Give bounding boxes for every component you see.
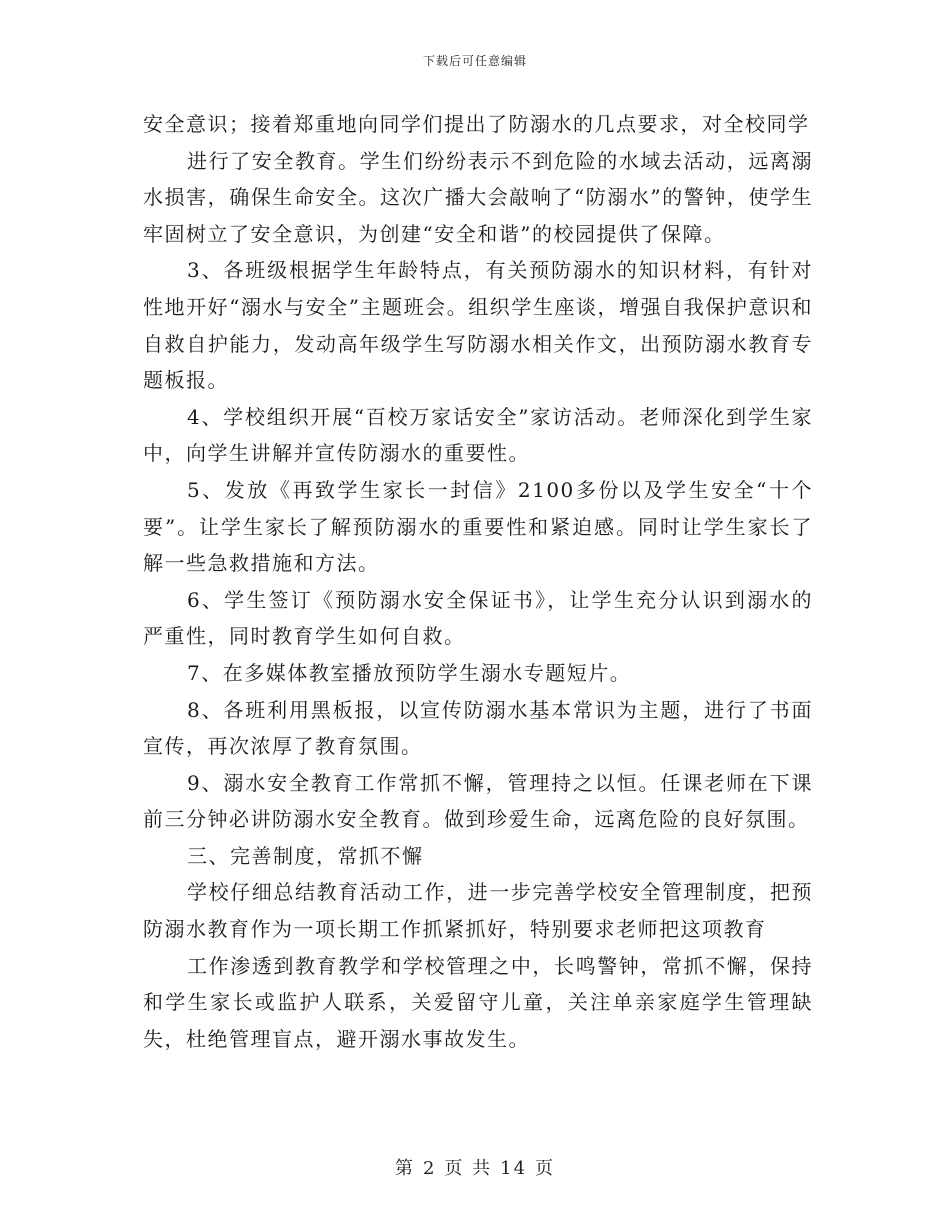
paragraph: 3、各班级根据学生年龄特点，有关预防溺水的知识材料，有针对性地开好“溺水与安全”主题班会。组织学生座谈，增强自我保护意识和自救自护能力，发动高年级学生写防溺水相关作文，出预防溺水教育专题板报。: [143, 258, 813, 393]
section-heading: 三、完善制度，常抓不懈: [187, 843, 424, 868]
page-header: 下载后可任意编辑: [422, 54, 527, 68]
footer-middle: 页 共: [444, 1158, 493, 1179]
paragraph: 7、在多媒体教室播放预防学生溺水专题短片。: [187, 660, 632, 685]
paragraph: 安全意识；接着郑重地向同学们提出了防溺水的几点要求，对全校同学: [143, 112, 810, 136]
paragraph: 工作渗透到教育教学和学校管理之中，长鸣警钟，常抓不懈，保持和学生家长或监护人联系，关爱留守儿童，关注单亲家庭学生管理缺失，杜绝管理盲点，避开溺水事故发生。: [143, 953, 813, 1051]
page-footer: [0, 1154, 950, 1180]
total-page-count: 14: [500, 1158, 528, 1179]
paragraph: 5、发放《再致学生家长一封信》2100多份以及学生安全“十个要”。让学生家长了解预防溺水的重要性和紧迫感。同时让学生家长了解一些急救措施和方法。: [143, 477, 813, 576]
paragraph: 9、溺水安全教育工作常抓不懈，管理持之以恒。任课老师在下课前三分钟必讲防溺水安全教育。做到珍爱生命，远离危险的良好氛围。: [143, 770, 813, 832]
current-page-number: 2: [422, 1158, 437, 1179]
paragraph: 4、学校组织开展“百校万家话安全”家访活动。老师深化到学生家中，向学生讲解并宣传防溺水的重要性。: [143, 404, 813, 466]
footer-prefix: 第: [394, 1158, 415, 1179]
paragraph: 8、各班利用黑板报，以宣传防溺水基本常识为主题，进行了书面宣传，再次浓厚了教育氛围。: [143, 697, 813, 759]
footer-suffix: 页: [535, 1158, 556, 1179]
paragraph: 进行了安全教育。学生们纷纷表示不到危险的水域去活动，远离溺水损害，确保生命安全。这次广播大会敲响了“防溺水”的警钟，使学生牢固树立了安全意识，为创建“安全和谐”的校园提供了保障。: [143, 148, 813, 246]
document-body: [143, 106, 813, 1057]
paragraph: 学校仔细总结教育活动工作，进一步完善学校安全管理制度，把预防溺水教育作为一项长期工作抓紧抓好，特别要求老师把这项教育: [143, 880, 813, 942]
paragraph: 6、学生签订《预防溺水安全保证书》，让学生充分认识到溺水的严重性，同时教育学生如何自救。: [143, 587, 813, 649]
